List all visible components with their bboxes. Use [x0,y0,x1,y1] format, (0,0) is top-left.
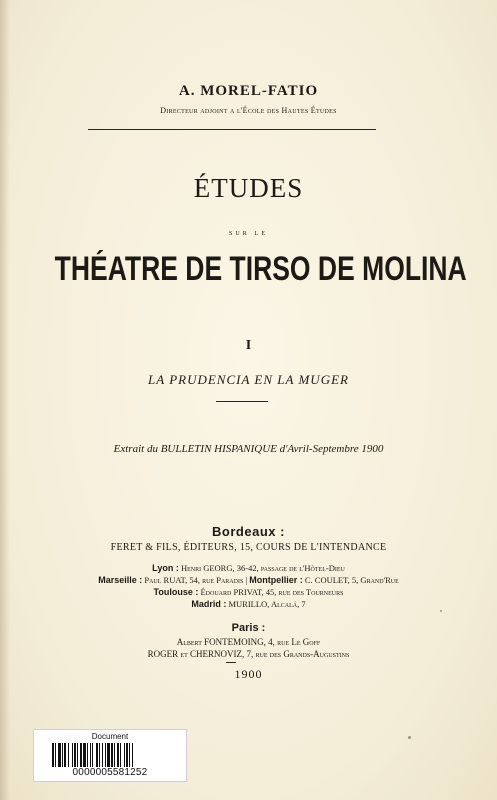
extrait-note: Extrait du BULLETIN HISPANIQUE d'Avril-Septembre 1900 [113,443,384,455]
barcode-bar [80,743,82,767]
madrid-city: Madrid : [191,599,227,609]
barcode-bar [105,743,106,767]
toulouse-line [0,587,497,597]
bottom-divider [226,662,236,663]
barcode-bar [72,743,73,767]
montpellier-text: C. COULET, 5, Grand'Rue [304,575,399,585]
top-divider [88,129,376,130]
toulouse-text: Édouard PRIVAT, 45, rue des Tourneurs [200,587,344,597]
volume-number: I [245,338,252,353]
barcode-bar [90,743,91,767]
barcode-bar [102,743,103,767]
barcode-bar [68,743,69,767]
barcode-bar [114,743,115,767]
barcode-number: 0000005581252 [72,767,148,778]
barcode-bar [77,743,78,767]
paris-heading: Paris : [231,622,266,634]
barcode-sticker [33,729,187,782]
lyon-city: Lyon : [152,563,179,573]
barcode-bar [87,743,88,767]
barcode-bar [124,743,125,767]
barcode-bar [117,743,119,767]
barcode-bar [111,743,113,767]
barcode-bar [58,743,61,767]
barcode-icon [52,743,168,767]
title-etudes: ÉTUDES [193,173,304,203]
barcode-bar [52,743,54,767]
toulouse-city: Toulouse : [153,587,199,597]
paper-speck [408,736,411,739]
lyon-line [0,563,497,573]
lyon-text: Henri GEORG, 36-42, passage de l'Hôtel-Dieu [180,563,345,573]
marseille-text: Paul RUAT, 54, rue Paradis | [144,575,248,585]
barcode-bar [132,743,133,767]
madrid-line [0,599,497,609]
middle-divider [216,401,268,402]
marseille-city: Marseille : [98,575,143,585]
roger-line: ROGER et CHERNOVIZ, 7, rue des Grands-Augustins [147,649,350,659]
barcode-bar [120,743,121,767]
madrid-text: MURILLO, Alcalá, 7 [228,599,306,609]
barcode-bar [74,743,76,767]
subtitle: LA PRUDENCIA EN LA MUGER [148,372,349,387]
barcode-bar [64,743,66,767]
barcode-bar [55,743,56,767]
barcode-label: Document [91,732,129,741]
author-role: Directeur adjoint a l'École des Hautes Études [160,106,337,115]
barcode-bar [62,743,63,767]
bordeaux-heading: Bordeaux : [212,524,285,539]
barcode-bar [107,743,110,767]
paper-speck [440,610,442,612]
barcode-bar [126,743,128,767]
barcode-bar [129,743,130,767]
publication-year: 1900 [234,667,263,681]
barcode-bar [99,743,100,767]
feret-publisher: FERET & FILS, ÉDITEURS, 15, COURS DE L'INTENDANCE [110,542,387,553]
fontemoing-line: Albert FONTEMOING, 4, rue Le Goff [176,637,321,647]
main-title: THÉATRE DE TIRSO DE MOLINA [54,250,467,288]
montpellier-city: Montpellier : [249,575,303,585]
author-name: A. MOREL-FATIO [178,83,319,99]
barcode-bar [96,743,98,767]
barcode-bar [83,743,86,767]
marseille-line [0,575,497,585]
barcode-bar [92,743,93,767]
title-sur-le: sur le [228,228,268,237]
